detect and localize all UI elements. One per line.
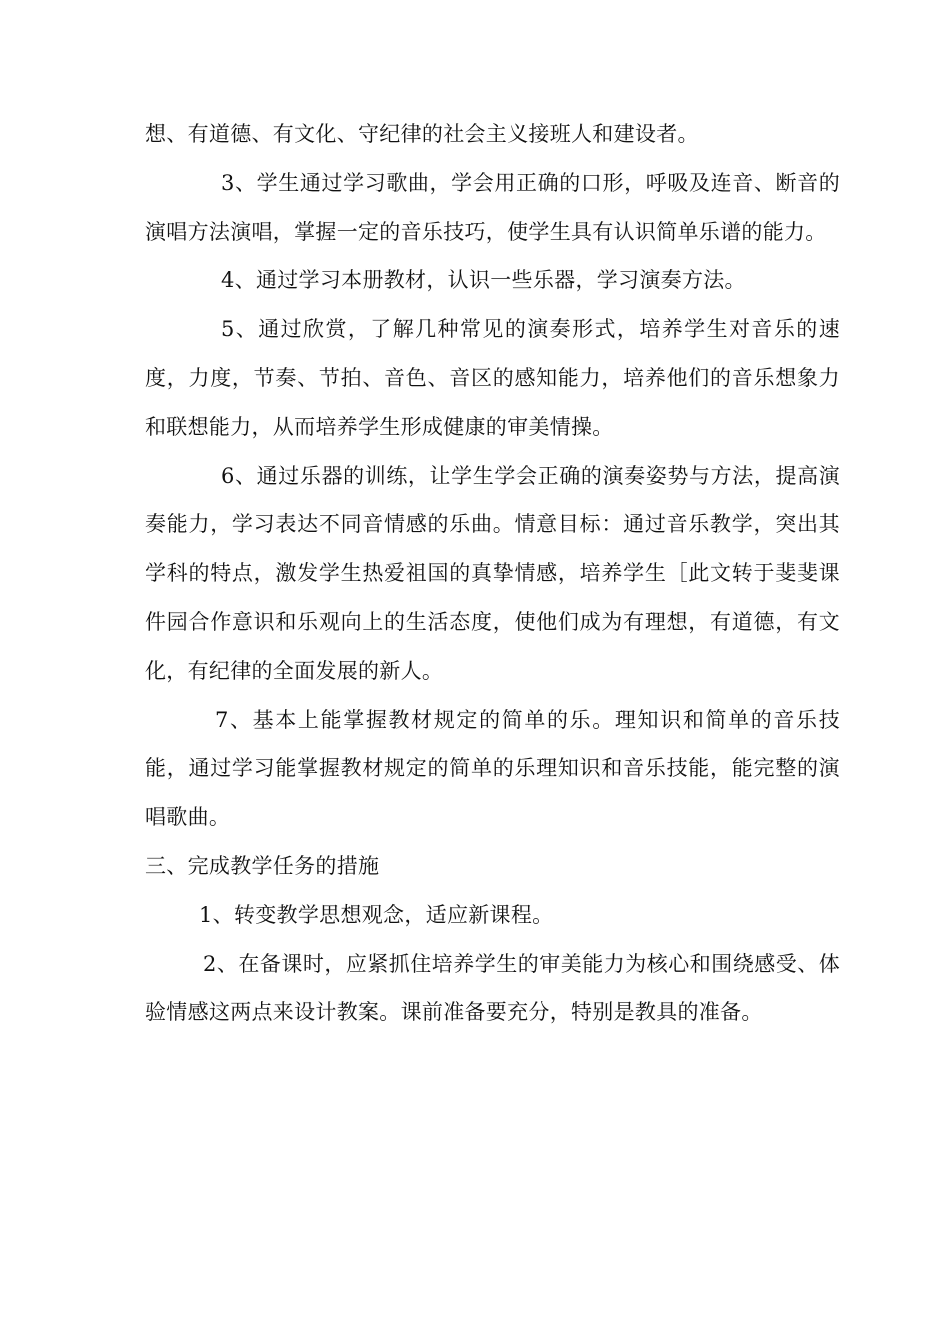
- paragraph-item-7: 7、基本上能掌握教材规定的简单的乐。理知识和简单的音乐技能，通过学习能掌握教材规定的简单的乐理知识和音乐技能，能完整的演唱歌曲。: [145, 707, 840, 830]
- paragraph-item-6: 6、通过乐器的训练，让学生学会正确的演奏姿势与方法，提高演奏能力，学习表达不同音情感的乐曲。情意目标：通过音乐教学，突出其学科的特点，激发学生热爱祖国的真挚情感，培养学生［此文转于斐斐课件园合作意识和乐观向上的生活态度，使他们成为有理想，有道德，有文化，有纪律的全面发展的新人。: [145, 463, 840, 683]
- paragraph-item-5: 5、通过欣赏，了解几种常见的演奏形式，培养学生对音乐的速度，力度，节奏、节拍、音色、音区的感知能力，培养他们的音乐想象力和联想能力，从而培养学生形成健康的审美情操。: [145, 317, 840, 439]
- measure-item-1: 1、转变教学思想观念，适应新课程。: [199, 902, 554, 927]
- measure-item-2: 2、在备课时，应紧抓住培养学生的审美能力为核心和围绕感受、体验情感这两点来设计教案。课前准备要充分，特别是教具的准备。: [145, 951, 840, 1025]
- paragraph-continuation: 想、有道德、有文化、守纪律的社会主义接班人和建设者。: [145, 122, 699, 146]
- paragraph-item-3: 3、学生通过学习歌曲，学会用正确的口形，呼吸及连音、断音的演唱方法演唱，掌握一定的音乐技巧，使学生具有认识简单乐谱的能力。: [145, 170, 840, 244]
- section-heading: 三、完成教学任务的措施: [145, 853, 380, 878]
- paragraph-item-4: 4、通过学习本册教材，认识一些乐器，学习演奏方法。: [221, 268, 746, 293]
- document-body: [145, 110, 840, 1037]
